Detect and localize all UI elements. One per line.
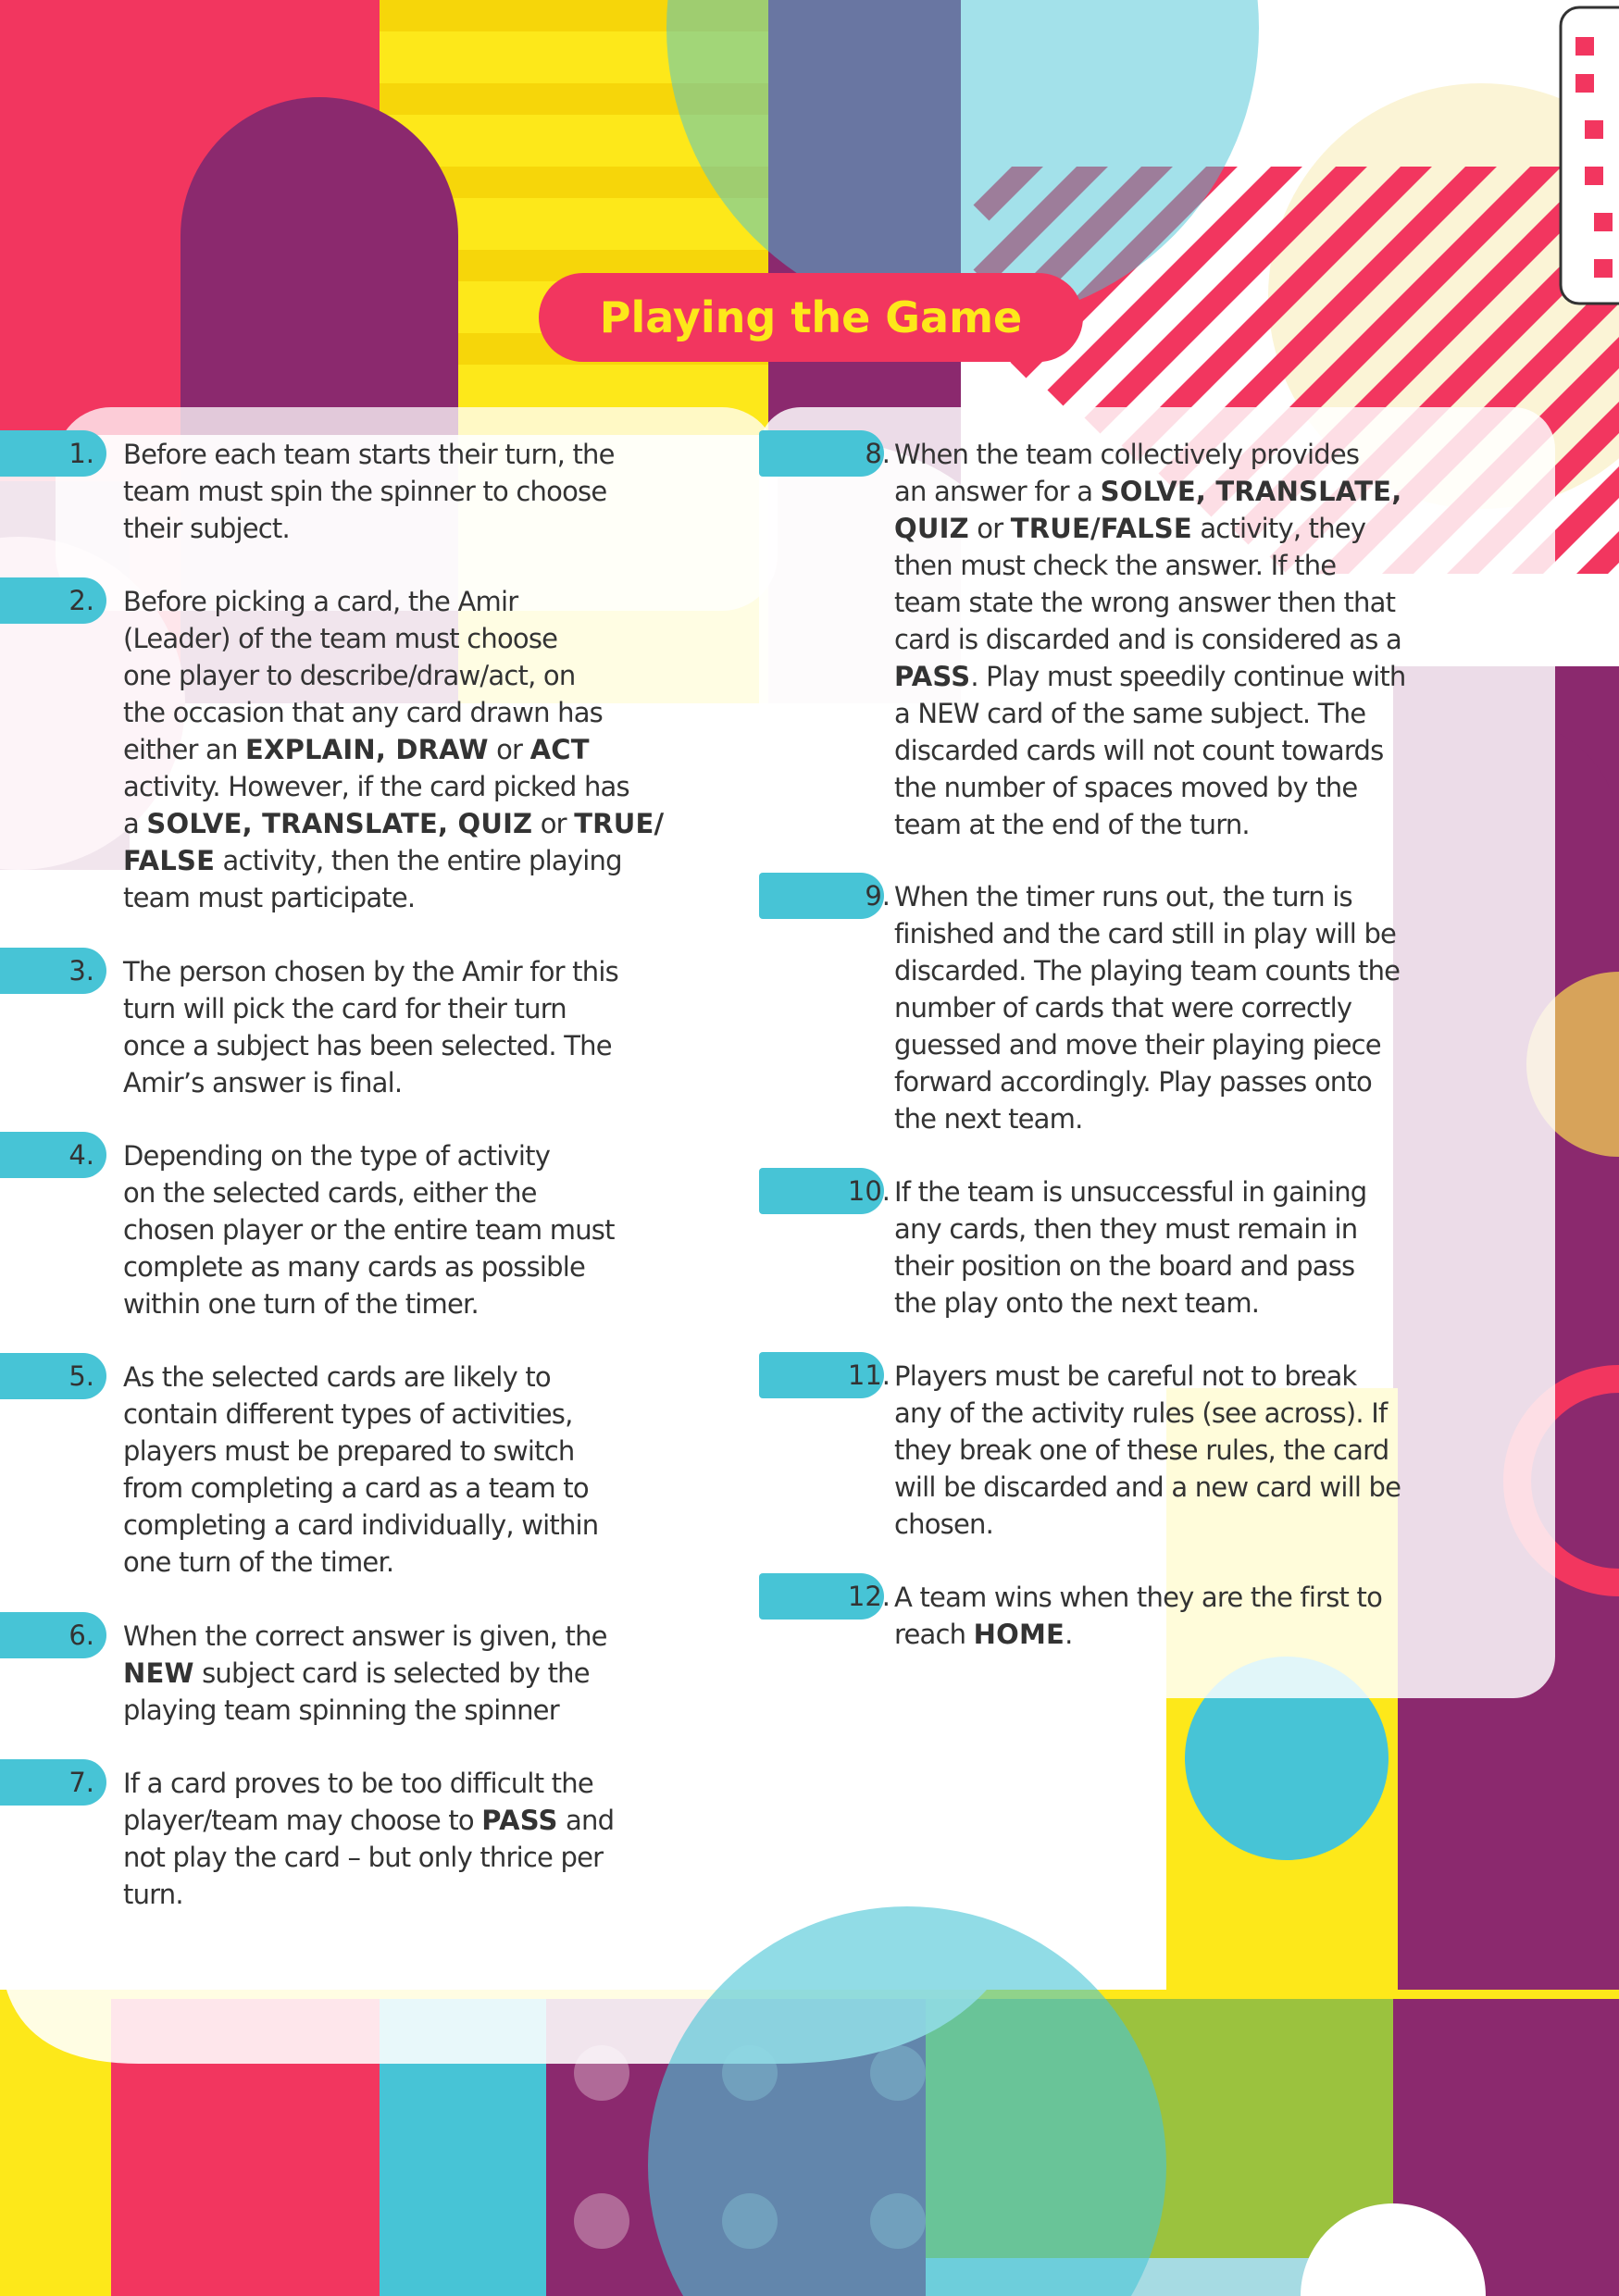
- step-text-line: reach HOME.: [894, 1619, 1073, 1650]
- step-text-line: A team wins when they are the first to: [894, 1582, 1383, 1613]
- step-number: 6.: [68, 1620, 94, 1651]
- step-text-line: their subject.: [123, 513, 290, 544]
- step-text-line: forward accordingly. Play passes onto: [894, 1066, 1372, 1098]
- step-text-line: discarded. The playing team counts the: [894, 955, 1401, 987]
- step-text-line: FALSE activity, then the entire playing: [123, 845, 622, 876]
- step-text-line: QUIZ or TRUE/FALSE activity, they: [894, 513, 1366, 544]
- step-text-line: any cards, then they must remain in: [894, 1213, 1358, 1245]
- step-number: 1.: [68, 438, 94, 469]
- step-text-line: When the timer runs out, the turn is: [894, 881, 1352, 912]
- step-text: [123, 436, 615, 547]
- step-text-line: the play onto the next team.: [894, 1287, 1260, 1319]
- step-text-line: player/team may choose to PASS and: [123, 1805, 615, 1836]
- step-number: 8.: [865, 438, 890, 469]
- step-text: [123, 1765, 614, 1913]
- step-text-line: players must be prepared to switch: [123, 1435, 575, 1467]
- step-text-line: not play the card – but only thrice per: [123, 1842, 604, 1873]
- step-text-line: guessed and move their playing piece: [894, 1029, 1381, 1061]
- step-text-line: chosen player or the entire team must: [123, 1214, 615, 1246]
- step-text: [894, 878, 1400, 1137]
- step-number: 5.: [68, 1360, 94, 1392]
- step-number: 2.: [68, 585, 94, 616]
- step-text-line: activity. However, if the card picked has: [123, 771, 629, 802]
- page-title: Playing the Game: [599, 292, 1023, 342]
- step-text-line: an answer for a SOLVE, TRANSLATE,: [894, 476, 1402, 507]
- step-text-line: (Leader) of the team must choose: [123, 623, 558, 654]
- step-text: [894, 1579, 1382, 1653]
- step-text-line: the number of spaces moved by the: [894, 772, 1358, 803]
- step-text: [123, 1359, 598, 1581]
- step-text-line: any of the activity rules (see across). If: [894, 1397, 1388, 1429]
- step-text-line: turn will pick the card for their turn: [123, 993, 567, 1024]
- step-text-line: When the team collectively provides: [894, 439, 1360, 470]
- step-text-line: discarded cards will not count towards: [894, 735, 1384, 766]
- step-text-line: one player to describe/draw/act, on: [123, 660, 576, 691]
- step-text-line: playing team spinning the spinner: [123, 1694, 559, 1726]
- step-number: 11.: [847, 1359, 890, 1391]
- step-text-line: contain different types of activities,: [123, 1398, 573, 1430]
- step-text: [123, 583, 664, 916]
- step-text-line: on the selected cards, either the: [123, 1177, 537, 1209]
- step-number: 3.: [68, 955, 94, 987]
- step-text-line: team must spin the spinner to choose: [123, 476, 607, 507]
- step-text-line: If a card proves to be too difficult the: [123, 1768, 593, 1799]
- step-text-line: turn.: [123, 1879, 183, 1910]
- step-text-line: chosen.: [894, 1508, 994, 1540]
- step-text-line: their position on the board and pass: [894, 1250, 1355, 1282]
- step-text-line: The person chosen by the Amir for this: [123, 956, 618, 987]
- step-number: 7.: [68, 1767, 94, 1798]
- step-text-line: a NEW card of the same subject. The: [894, 698, 1366, 729]
- step-text: [894, 1358, 1401, 1543]
- step-text-line: complete as many cards as possible: [123, 1251, 586, 1283]
- step-text-line: either an EXPLAIN, DRAW or ACT: [123, 734, 590, 765]
- step-text-line: team state the wrong answer then that: [894, 587, 1396, 618]
- step-text-line: completing a card individually, within: [123, 1509, 599, 1541]
- step-text-line: finished and the card still in play will be: [894, 918, 1397, 949]
- step-text: [894, 1173, 1366, 1322]
- step-text-line: the occasion that any card drawn has: [123, 697, 603, 728]
- step-text-line: once a subject has been selected. The: [123, 1030, 612, 1061]
- step-text-line: one turn of the timer.: [123, 1546, 394, 1578]
- step-text-line: team at the end of the turn.: [894, 809, 1250, 840]
- step-text-line: will be discarded and a new card will be: [894, 1471, 1401, 1503]
- step-text-line: Players must be careful not to break: [894, 1360, 1357, 1392]
- step-text-line: number of cards that were correctly: [894, 992, 1352, 1024]
- step-number: 12.: [847, 1581, 890, 1612]
- step-text-line: Before each team starts their turn, the: [123, 439, 615, 470]
- step-number: 9.: [865, 880, 890, 912]
- step-text: [123, 1137, 615, 1322]
- step-text-line: team must participate.: [123, 882, 416, 913]
- step-text: [123, 1618, 607, 1729]
- step-text-line: then must check the answer. If the: [894, 550, 1337, 581]
- step-text-line: Amir’s answer is final.: [123, 1067, 403, 1098]
- step-text-line: PASS. Play must speedily continue with: [894, 661, 1406, 692]
- step-text-line: As the selected cards are likely to: [123, 1361, 551, 1393]
- step-text-line: from completing a card as a team to: [123, 1472, 589, 1504]
- step-text-line: card is discarded and is considered as a: [894, 624, 1401, 655]
- step-text-line: If the team is unsuccessful in gaining: [894, 1176, 1367, 1208]
- step-text-line: within one turn of the timer.: [123, 1288, 479, 1320]
- step-text-line: When the correct answer is given, the: [123, 1620, 607, 1652]
- step-text-line: Before picking a card, the Amir: [123, 586, 518, 617]
- step-text: [123, 953, 618, 1101]
- step-number: 10.: [847, 1175, 890, 1207]
- step-text-line: they break one of these rules, the card: [894, 1434, 1389, 1466]
- step-text-line: the next team.: [894, 1103, 1083, 1135]
- step-text: [894, 436, 1406, 843]
- step-text-line: a SOLVE, TRANSLATE, QUIZ or TRUE/: [123, 808, 665, 839]
- step-text-line: Depending on the type of activity: [123, 1140, 551, 1172]
- step-text-line: NEW subject card is selected by the: [123, 1657, 590, 1689]
- title-banner: [539, 273, 1083, 362]
- step-number: 4.: [68, 1139, 94, 1171]
